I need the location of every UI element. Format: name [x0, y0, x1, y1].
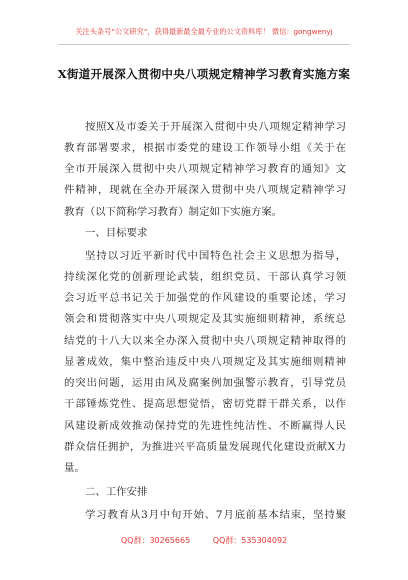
goals-line: 持续深化党的创新理论武装，组织党员、干部认真学习领 [64, 271, 346, 283]
goals-line: 风建设新成效推动保持党的先进性纯洁性、不断赢得人民 [64, 420, 346, 432]
footer-qq-group-2: QQ群：535304092 [212, 536, 288, 545]
schedule-line: 学习教育从3月中旬开始、7月底前基本结束，坚持聚 [85, 509, 346, 521]
goals-line: 群众信任拥护，为推进兴平高质量发展现代化建设贡献X力 [64, 441, 346, 453]
section-heading-goals: 一、目标要求 [85, 227, 148, 239]
intro-line: 按照X及市委关于开展深入贯彻中央八项规定精神学习 [85, 121, 346, 133]
goals-line: 坚持以习近平新时代中国特色社会主义思想为指导， [85, 250, 346, 262]
goals-line: 显著成效，集中整治违反中央八项规定及其实施细则精神 [64, 356, 346, 368]
intro-line: 教育部署要求，根据市委党的建设工作领导小组《关于在 [64, 142, 346, 154]
goals-line: 干部锤炼党性、提高思想觉悟，密切党群干群关系，以作 [64, 398, 346, 410]
footer-qq-group-1: QQ群：30265665 [120, 536, 191, 545]
document-title: X街道开展深入贯彻中央八项规定精神学习教育实施方案 [57, 67, 351, 81]
goals-line: 的突出问题，运用由风及腐案例加强警示教育，引导党员 [64, 377, 346, 389]
header-divider [58, 44, 350, 45]
section-heading-schedule: 二、工作安排 [85, 486, 148, 498]
goals-line: 结党的十八大以来全办深入贯彻中央八项规定精神取得的 [64, 335, 346, 347]
goals-line: 领会和贯彻落实中央八项规定及其实施细则精神，系统总 [64, 313, 346, 325]
intro-line: 教育（以下简称学习教育）制定如下实施方案。 [64, 206, 283, 218]
footer-contacts [0, 535, 408, 546]
goals-line: 会习近平总书记关于加强党的作风建设的重要论述，学习 [64, 292, 346, 304]
header-banner: 关注头条号“公文研究”，获得最新最全最专业的公文资料库！ 微信：gongwenyj [75, 27, 333, 36]
intro-line: 全市开展深入贯彻中央八项规定精神学习教育的通知》文 [64, 163, 346, 175]
intro-line: 件精神，现就在全办开展深入贯彻中央八项规定精神学习 [64, 184, 346, 196]
goals-line: 量。 [64, 462, 85, 474]
